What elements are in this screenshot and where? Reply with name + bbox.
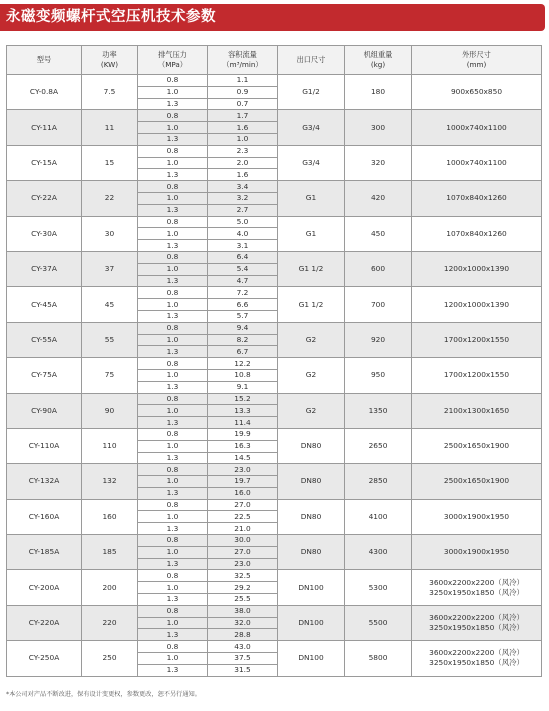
- outlet-cell: G3/4: [278, 110, 345, 145]
- pressure-cell: 1.3: [138, 417, 208, 429]
- table-row: [7, 145, 542, 157]
- flow-cell: 8.2: [208, 334, 278, 346]
- header-flow-label: 容积流量: [228, 50, 257, 59]
- header-power: [82, 46, 138, 75]
- model-cell: CY-11A: [7, 110, 82, 145]
- outlet-cell: DN100: [278, 570, 345, 605]
- dimensions-line: 1200x1000x1390: [443, 264, 510, 274]
- power-cell: 250: [82, 641, 138, 676]
- pressure-cell: 0.8: [138, 499, 208, 511]
- pressure-cell: 1.0: [138, 546, 208, 558]
- flow-cell: 1.0: [208, 133, 278, 145]
- dimensions-line: 3000x1900x1950: [443, 511, 510, 521]
- flow-cell: 23.0: [208, 464, 278, 476]
- pressure-cell: 1.0: [138, 405, 208, 417]
- model-cell: CY-185A: [7, 535, 82, 570]
- pressure-cell: 1.3: [138, 487, 208, 499]
- power-cell: 110: [82, 428, 138, 463]
- table-row: [7, 570, 542, 582]
- pressure-cell: 1.3: [138, 452, 208, 464]
- table-row: [7, 75, 542, 87]
- model-cell: CY-250A: [7, 641, 82, 676]
- dimensions-cell: [412, 251, 542, 286]
- weight-cell: 180: [345, 75, 412, 110]
- flow-cell: 37.5: [208, 653, 278, 665]
- model-cell: CY-90A: [7, 393, 82, 428]
- dimensions-line: 1000x740x1100: [446, 122, 507, 132]
- flow-cell: 5.0: [208, 216, 278, 228]
- header-dimensions-unit: (mm): [466, 60, 487, 69]
- pressure-cell: 0.8: [138, 605, 208, 617]
- spec-table: [6, 45, 542, 677]
- pressure-cell: 1.3: [138, 381, 208, 393]
- flow-cell: 3.4: [208, 181, 278, 193]
- table-header-row: [7, 46, 542, 75]
- outlet-cell: DN80: [278, 499, 345, 534]
- pressure-cell: 1.3: [138, 629, 208, 641]
- pressure-cell: 1.0: [138, 511, 208, 523]
- pressure-cell: 1.3: [138, 133, 208, 145]
- dimensions-cell: [412, 464, 542, 499]
- model-cell: CY-200A: [7, 570, 82, 605]
- weight-cell: 1350: [345, 393, 412, 428]
- flow-cell: 1.1: [208, 75, 278, 87]
- pressure-cell: 0.8: [138, 287, 208, 299]
- dimensions-line: 1700x1200x1550: [443, 370, 510, 380]
- power-cell: 30: [82, 216, 138, 251]
- weight-cell: 5800: [345, 641, 412, 676]
- table-row: [7, 251, 542, 263]
- flow-cell: 43.0: [208, 641, 278, 653]
- dimensions-cell: [412, 181, 542, 216]
- pressure-cell: 1.0: [138, 582, 208, 594]
- flow-cell: 7.2: [208, 287, 278, 299]
- outlet-cell: G1 1/2: [278, 287, 345, 322]
- flow-cell: 13.3: [208, 405, 278, 417]
- header-pressure-label: 排气压力: [158, 50, 187, 59]
- flow-cell: 3.1: [208, 240, 278, 252]
- power-cell: 15: [82, 145, 138, 180]
- flow-cell: 16.3: [208, 440, 278, 452]
- dimensions-line: 1200x1000x1390: [443, 299, 510, 309]
- flow-cell: 31.5: [208, 664, 278, 676]
- model-cell: CY-45A: [7, 287, 82, 322]
- dimensions-cell: [412, 216, 542, 251]
- weight-cell: 700: [345, 287, 412, 322]
- table-row: [7, 322, 542, 334]
- pressure-cell: 1.3: [138, 664, 208, 676]
- dimensions-line: 1700x1200x1550: [443, 334, 510, 344]
- outlet-cell: DN80: [278, 535, 345, 570]
- header-dimensions-label: 外形尺寸: [462, 50, 491, 59]
- flow-cell: 6.7: [208, 346, 278, 358]
- model-cell: CY-15A: [7, 145, 82, 180]
- table-row: [7, 499, 542, 511]
- pressure-cell: 0.8: [138, 216, 208, 228]
- outlet-cell: G2: [278, 393, 345, 428]
- flow-cell: 2.0: [208, 157, 278, 169]
- dimensions-cell: [412, 287, 542, 322]
- dimensions-line: 1070x840x1260: [446, 193, 507, 203]
- flow-cell: 9.1: [208, 381, 278, 393]
- flow-cell: 1.6: [208, 169, 278, 181]
- pressure-cell: 0.8: [138, 322, 208, 334]
- flow-cell: 11.4: [208, 417, 278, 429]
- header-pressure: [138, 46, 208, 75]
- dimensions-cell: [412, 641, 542, 676]
- power-cell: 200: [82, 570, 138, 605]
- flow-cell: 3.2: [208, 192, 278, 204]
- header-dimensions: [412, 46, 542, 75]
- dimensions-cell: [412, 535, 542, 570]
- dimensions-line: 2500x1650x1900: [443, 476, 510, 486]
- power-cell: 90: [82, 393, 138, 428]
- outlet-cell: G3/4: [278, 145, 345, 180]
- outlet-cell: DN80: [278, 428, 345, 463]
- outlet-cell: DN80: [278, 464, 345, 499]
- outlet-cell: G1: [278, 181, 345, 216]
- header-outlet-label: 出口尺寸: [296, 55, 326, 64]
- flow-cell: 1.7: [208, 110, 278, 122]
- weight-cell: 2850: [345, 464, 412, 499]
- pressure-cell: 0.8: [138, 641, 208, 653]
- weight-cell: 600: [345, 251, 412, 286]
- flow-cell: 12.2: [208, 358, 278, 370]
- power-cell: 37: [82, 251, 138, 286]
- model-cell: CY-220A: [7, 605, 82, 640]
- flow-cell: 19.9: [208, 428, 278, 440]
- flow-cell: 21.0: [208, 523, 278, 535]
- title-bar: [0, 4, 545, 31]
- flow-cell: 32.0: [208, 617, 278, 629]
- weight-cell: 920: [345, 322, 412, 357]
- header-weight: [345, 46, 412, 75]
- pressure-cell: 0.8: [138, 75, 208, 87]
- dimensions-cell: [412, 75, 542, 110]
- pressure-cell: 1.0: [138, 157, 208, 169]
- pressure-cell: 1.0: [138, 86, 208, 98]
- pressure-cell: 0.8: [138, 535, 208, 547]
- table-row: [7, 535, 542, 547]
- flow-cell: 38.0: [208, 605, 278, 617]
- pressure-cell: 0.8: [138, 393, 208, 405]
- model-cell: CY-22A: [7, 181, 82, 216]
- flow-cell: 2.3: [208, 145, 278, 157]
- dimensions-line: 1000x740x1100: [446, 157, 507, 167]
- flow-cell: 29.2: [208, 582, 278, 594]
- table-row: [7, 428, 542, 440]
- dimensions-cell: [412, 358, 542, 393]
- dimensions-cell: [412, 570, 542, 605]
- outlet-cell: G2: [278, 322, 345, 357]
- dimensions-line: 3600x2200x2200（风冷）: [429, 577, 524, 587]
- dimensions-cell: [412, 145, 542, 180]
- pressure-cell: 0.8: [138, 358, 208, 370]
- dimensions-line: 1070x840x1260: [446, 228, 507, 238]
- outlet-cell: G1 1/2: [278, 251, 345, 286]
- pressure-cell: 0.8: [138, 251, 208, 263]
- model-cell: CY-110A: [7, 428, 82, 463]
- pressure-cell: 1.3: [138, 310, 208, 322]
- power-cell: 11: [82, 110, 138, 145]
- flow-cell: 19.7: [208, 476, 278, 488]
- header-power-unit: (KW): [100, 60, 119, 69]
- flow-cell: 27.0: [208, 499, 278, 511]
- flow-cell: 28.8: [208, 629, 278, 641]
- model-cell: CY-30A: [7, 216, 82, 251]
- table-row: [7, 181, 542, 193]
- header-weight-unit: (kg): [370, 60, 386, 69]
- flow-cell: 23.0: [208, 558, 278, 570]
- power-cell: 220: [82, 605, 138, 640]
- outlet-cell: DN100: [278, 605, 345, 640]
- dimensions-line: 3000x1900x1950: [443, 547, 510, 557]
- dimensions-line: 3600x2200x2200（风冷）: [429, 648, 524, 658]
- model-cell: CY-75A: [7, 358, 82, 393]
- pressure-cell: 1.0: [138, 122, 208, 134]
- weight-cell: 300: [345, 110, 412, 145]
- dimensions-cell: [412, 499, 542, 534]
- dimensions-cell: [412, 110, 542, 145]
- model-cell: CY-132A: [7, 464, 82, 499]
- flow-cell: 30.0: [208, 535, 278, 547]
- power-cell: 22: [82, 181, 138, 216]
- pressure-cell: 0.8: [138, 110, 208, 122]
- dimensions-cell: [412, 428, 542, 463]
- dimensions-line: 3250x1950x1850（风冷）: [429, 658, 524, 668]
- weight-cell: 5500: [345, 605, 412, 640]
- weight-cell: 4100: [345, 499, 412, 534]
- header-pressure-unit: （MPa）: [158, 60, 187, 69]
- flow-cell: 0.7: [208, 98, 278, 110]
- pressure-cell: 1.0: [138, 440, 208, 452]
- power-cell: 185: [82, 535, 138, 570]
- header-outlet: [278, 46, 345, 75]
- flow-cell: 4.7: [208, 275, 278, 287]
- pressure-cell: 1.3: [138, 204, 208, 216]
- pressure-cell: 1.0: [138, 653, 208, 665]
- header-model-label: 型号: [36, 55, 52, 64]
- weight-cell: 950: [345, 358, 412, 393]
- table-row: [7, 358, 542, 370]
- flow-cell: 32.5: [208, 570, 278, 582]
- header-flow: [208, 46, 278, 75]
- pressure-cell: 1.0: [138, 617, 208, 629]
- dimensions-line: 2100x1300x1650: [443, 405, 510, 415]
- page-title: 永磁变频螺杆式空压机技术参数: [6, 9, 216, 25]
- power-cell: 55: [82, 322, 138, 357]
- outlet-cell: G1: [278, 216, 345, 251]
- header-power-label: 功率: [102, 50, 117, 59]
- spec-table-body: [7, 75, 542, 677]
- flow-cell: 27.0: [208, 546, 278, 558]
- pressure-cell: 1.0: [138, 228, 208, 240]
- weight-cell: 420: [345, 181, 412, 216]
- dimensions-line: 3600x2200x2200（风冷）: [429, 613, 524, 623]
- pressure-cell: 1.3: [138, 240, 208, 252]
- flow-cell: 5.4: [208, 263, 278, 275]
- weight-cell: 2650: [345, 428, 412, 463]
- dimensions-line: 3250x1950x1850（风冷）: [429, 623, 524, 633]
- model-cell: CY-0.8A: [7, 75, 82, 110]
- flow-cell: 22.5: [208, 511, 278, 523]
- table-row: [7, 464, 542, 476]
- table-row: [7, 216, 542, 228]
- weight-cell: 450: [345, 216, 412, 251]
- pressure-cell: 1.3: [138, 98, 208, 110]
- power-cell: 160: [82, 499, 138, 534]
- table-row: [7, 605, 542, 617]
- power-cell: 45: [82, 287, 138, 322]
- power-cell: 7.5: [82, 75, 138, 110]
- flow-cell: 4.0: [208, 228, 278, 240]
- pressure-cell: 1.0: [138, 299, 208, 311]
- pressure-cell: 1.0: [138, 369, 208, 381]
- weight-cell: 4300: [345, 535, 412, 570]
- flow-cell: 5.7: [208, 310, 278, 322]
- pressure-cell: 1.0: [138, 192, 208, 204]
- weight-cell: 320: [345, 145, 412, 180]
- model-cell: CY-37A: [7, 251, 82, 286]
- flow-cell: 9.4: [208, 322, 278, 334]
- flow-cell: 0.9: [208, 86, 278, 98]
- outlet-cell: G2: [278, 358, 345, 393]
- dimensions-cell: [412, 393, 542, 428]
- header-model: [7, 46, 82, 75]
- flow-cell: 10.8: [208, 369, 278, 381]
- pressure-cell: 0.8: [138, 428, 208, 440]
- weight-cell: 5300: [345, 570, 412, 605]
- flow-cell: 6.6: [208, 299, 278, 311]
- pressure-cell: 1.0: [138, 334, 208, 346]
- table-row: [7, 393, 542, 405]
- flow-cell: 6.4: [208, 251, 278, 263]
- flow-cell: 16.0: [208, 487, 278, 499]
- footnote: *本公司对产品不断改进，保有设计变更权，参数更改，恕不另行通知。: [6, 691, 201, 698]
- power-cell: 75: [82, 358, 138, 393]
- outlet-cell: DN100: [278, 641, 345, 676]
- pressure-cell: 1.3: [138, 169, 208, 181]
- dimensions-cell: [412, 322, 542, 357]
- pressure-cell: 0.8: [138, 145, 208, 157]
- flow-cell: 2.7: [208, 204, 278, 216]
- table-row: [7, 110, 542, 122]
- header-flow-unit: （m³/min）: [222, 60, 263, 69]
- power-cell: 132: [82, 464, 138, 499]
- header-weight-label: 机组重量: [363, 50, 393, 59]
- pressure-cell: 1.0: [138, 263, 208, 275]
- pressure-cell: 1.3: [138, 594, 208, 606]
- dimensions-line: 3250x1950x1850（风冷）: [429, 587, 524, 597]
- pressure-cell: 0.8: [138, 464, 208, 476]
- pressure-cell: 1.3: [138, 558, 208, 570]
- pressure-cell: 0.8: [138, 570, 208, 582]
- table-row: [7, 641, 542, 653]
- pressure-cell: 1.3: [138, 346, 208, 358]
- outlet-cell: G1/2: [278, 75, 345, 110]
- model-cell: CY-160A: [7, 499, 82, 534]
- flow-cell: 15.2: [208, 393, 278, 405]
- pressure-cell: 1.3: [138, 275, 208, 287]
- table-row: [7, 287, 542, 299]
- pressure-cell: 1.0: [138, 476, 208, 488]
- flow-cell: 1.6: [208, 122, 278, 134]
- pressure-cell: 0.8: [138, 181, 208, 193]
- flow-cell: 14.5: [208, 452, 278, 464]
- dimensions-line: 900x650x850: [450, 87, 503, 97]
- pressure-cell: 1.3: [138, 523, 208, 535]
- dimensions-cell: [412, 605, 542, 640]
- flow-cell: 25.5: [208, 594, 278, 606]
- dimensions-line: 2500x1650x1900: [443, 441, 510, 451]
- model-cell: CY-55A: [7, 322, 82, 357]
